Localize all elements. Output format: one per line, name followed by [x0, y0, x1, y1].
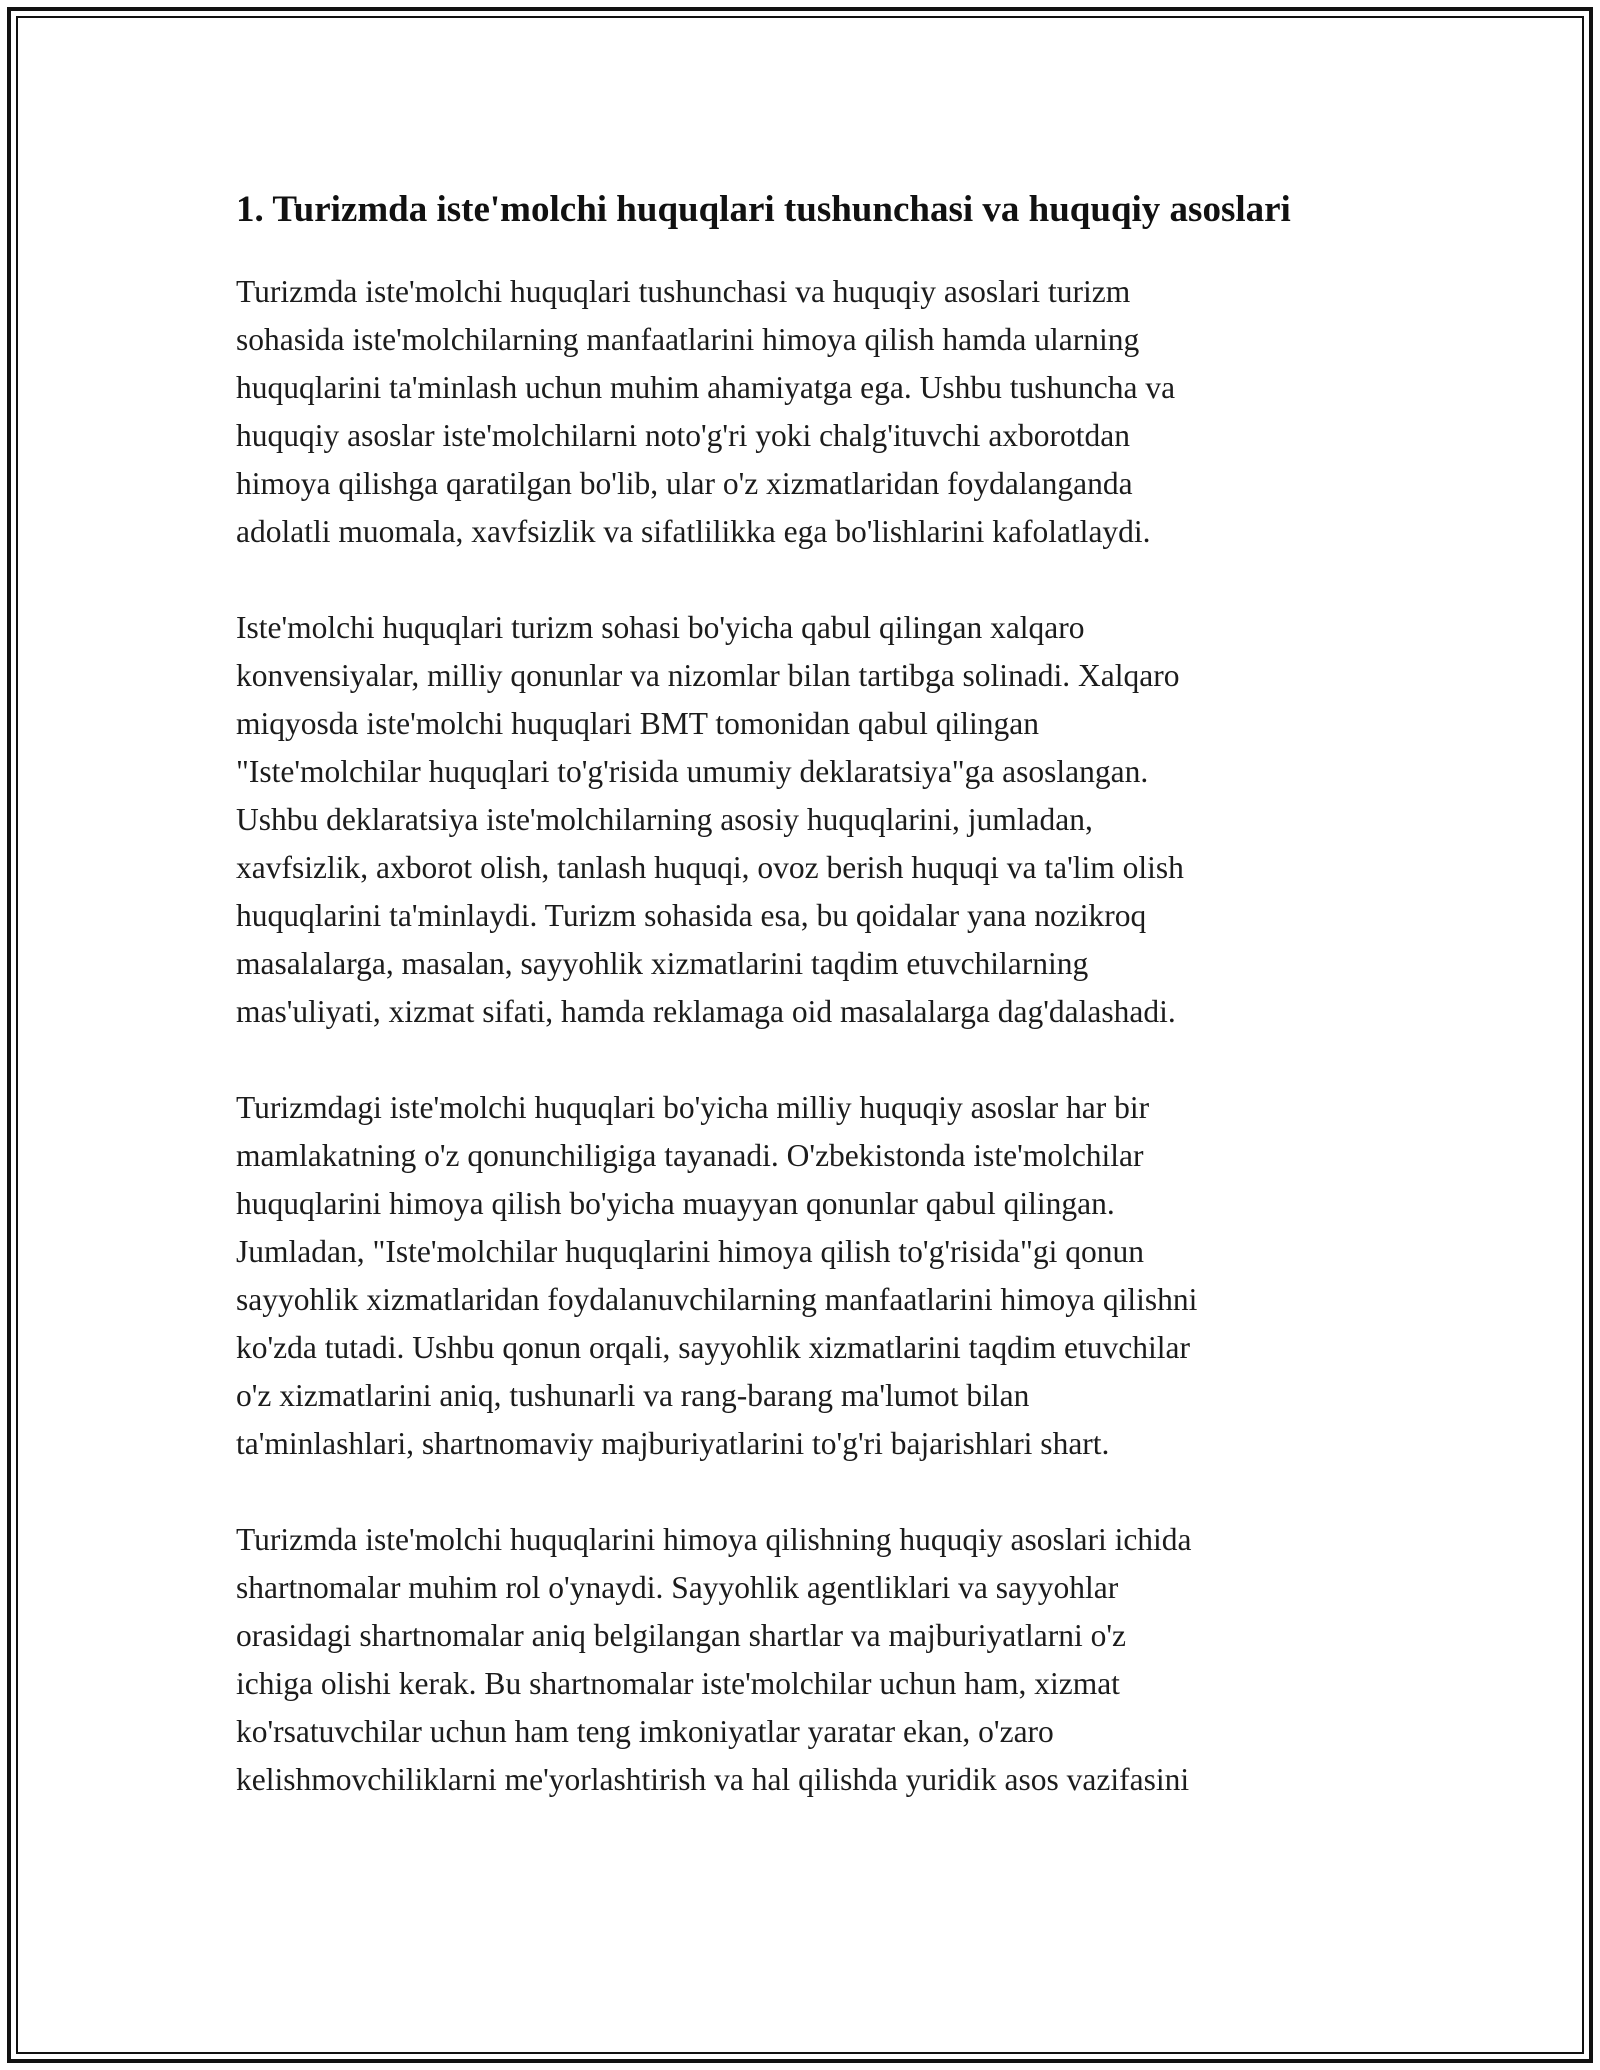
document-body	[236, 186, 1366, 1852]
section-title: 1. Turizmda iste'molchi huquqlari tushunchasi va huquqiy asoslari	[236, 189, 1291, 230]
paragraph-2: Iste'molchi huquqlari turizm sohasi bo'yicha qabul qilingan xalqaro konvensiyalar, milliy qonunlar va nizomlar bilan tartibga solinadi. Xalqaro miqyosda iste'molchi huquqlari BMT tomonidan qabul qilingan "Iste'molchilar huquqlari to'g'risida umumiy deklaratsiya"ga asoslangan. Ushbu deklaratsiya iste'molchilarning asosiy huquqlarini, jumladan, xavfsizlik, axborot olish, tanlash huquqi, ovoz berish huquqi va ta'lim olish huquqlarini ta'minlaydi. Turizm sohasida esa, bu qoidalar yana nozikroq masalalarga, masalan, sayyohlik xizmatlarini taqdim etuvchilarning mas'uliyati, xizmat sifati, hamda reklamaga oid masalalarga dag'dalashadi.	[236, 610, 1184, 1029]
paragraph-3: Turizmdagi iste'molchi huquqlari bo'yicha milliy huquqiy asoslar har bir mamlakatning o'z qonunchiligiga tayanadi. O'zbekistonda iste'molchilar huquqlarini himoya qilish bo'yicha muayyan qonunlar qabul qilingan. Jumladan, "Iste'molchilar huquqlarini himoya qilish to'g'risida"gi qonun sayyohlik xizmatlaridan foydalanuvchilarning manfaatlarini himoya qilishni ko'zda tutadi. Ushbu qonun orqali, sayyohlik xizmatlarini taqdim etuvchilar o'z xizmatlarini aniq, tushunarli va rang-barang ma'lumot bilan ta'minlashlari, shartnomaviy majburiyatlarini to'g'ri bajarishlari shart.	[236, 1090, 1198, 1461]
paragraph-1: Turizmda iste'molchi huquqlari tushunchasi va huquqiy asoslari turizm sohasida iste'molchilarning manfaatlarini himoya qilish hamda ularning huquqlarini ta'minlash uchun muhim ahamiyatga ega. Ushbu tushuncha va huquqiy asoslar iste'molchilarni noto'g'ri yoki chalg'ituvchi axborotdan himoya qilishga qaratilgan bo'lib, ular o'z xizmatlaridan foydalanganda adolatli muomala, xavfsizlik va sifatlilikka ega bo'lishlarini kafolatlaydi.	[236, 274, 1176, 549]
paragraph-4: Turizmda iste'molchi huquqlarini himoya qilishning huquqiy asoslari ichida shartnomalar muhim rol o'ynaydi. Sayyohlik agentliklari va sayyohlar orasidagi shartnomalar aniq belgilangan shartlar va majburiyatlarni o'z ichiga olishi kerak. Bu shartnomalar iste'molchilar uchun ham, xizmat ko'rsatuvchilar uchun ham teng imkoniyatlar yaratar ekan, o'zaro kelishmovchiliklarni me'yorlashtirish va hal qilishda yuridik asos vazifasini	[236, 1522, 1192, 1797]
